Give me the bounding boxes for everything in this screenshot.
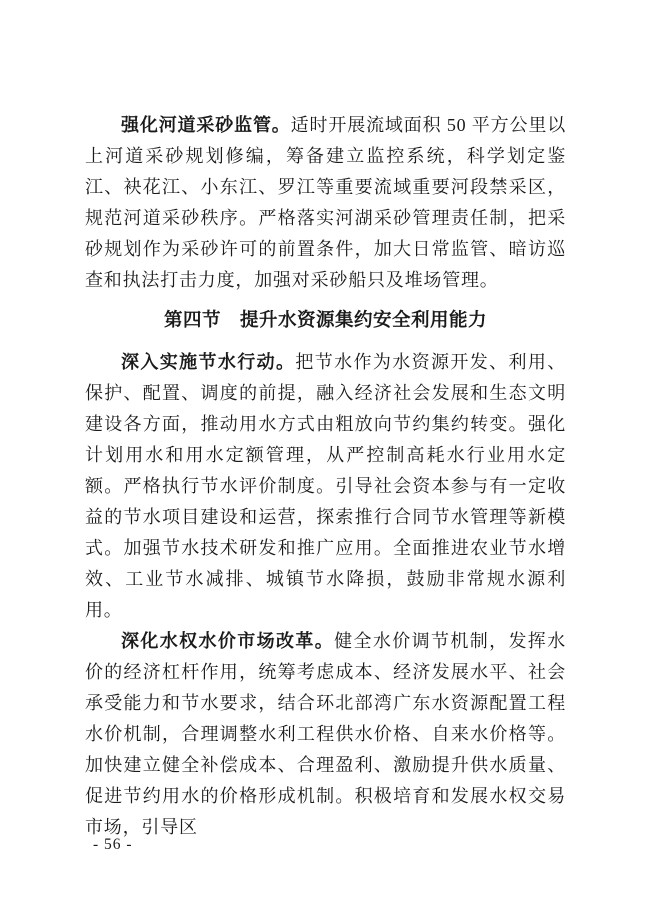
paragraph-water-saving-action: [85, 347, 566, 626]
paragraph-lead: 深化水权水价市场改革。: [121, 631, 335, 651]
paragraph-lead: 深入实施节水行动。: [121, 352, 296, 372]
section-heading: 第四节 提升水资源集约安全利用能力: [163, 311, 487, 331]
paragraph-body: 把节水作为水资源开发、利用、保护、配置、调度的前提，融入经济社会发展和生态文明建设各方面，推动用水方式由粗放向节约集约转变。强化计划用水和用水定额管理，从严控制高耗水行业用水定额。严格执行节水评价制度。引导社会资本参与有一定收益的节水项目建设和运营，探索推行合同节水管理等新模式。加强节水技术研发和推广应用。全面推进农业节水增效、工业节水减排、城镇节水降损，鼓励非常规水源利用。: [85, 352, 566, 620]
paragraph-body: 适时开展流域面积 50 平方公里以上河道采砂规划修编，筹备建立监控系统，科学划定鉴江、袂花江、小东江、罗江等重要流域重要河段禁采区，规范河道采砂秩序。严格落实河湖采砂管理责任制，把采砂规划作为采砂许可的前置条件，加大日常监管、暗访巡查和执法打击力度，加强对采砂船只及堆场管理。: [85, 115, 566, 290]
paragraph-water-rights-price-reform: [85, 626, 566, 843]
paragraph-body: 健全水价调节机制，发挥水价的经济杠杆作用，统筹考虑成本、经济发展水平、社会承受能力和节水要求，结合环北部湾广东水资源配置工程水价机制，合理调整水利工程供水价格、自来水价格等。加快建立健全补偿成本、合理盈利、激励提升供水质量、促进节约用水的价格形成机制。积极培育和发展水权交易市场，引导区: [85, 631, 566, 837]
paragraph-lead: 强化河道采砂监管。: [121, 115, 291, 135]
page-number: - 56 -: [93, 836, 133, 853]
paragraph-sand-mining-regulation: [85, 110, 566, 296]
page-content: [85, 110, 566, 843]
